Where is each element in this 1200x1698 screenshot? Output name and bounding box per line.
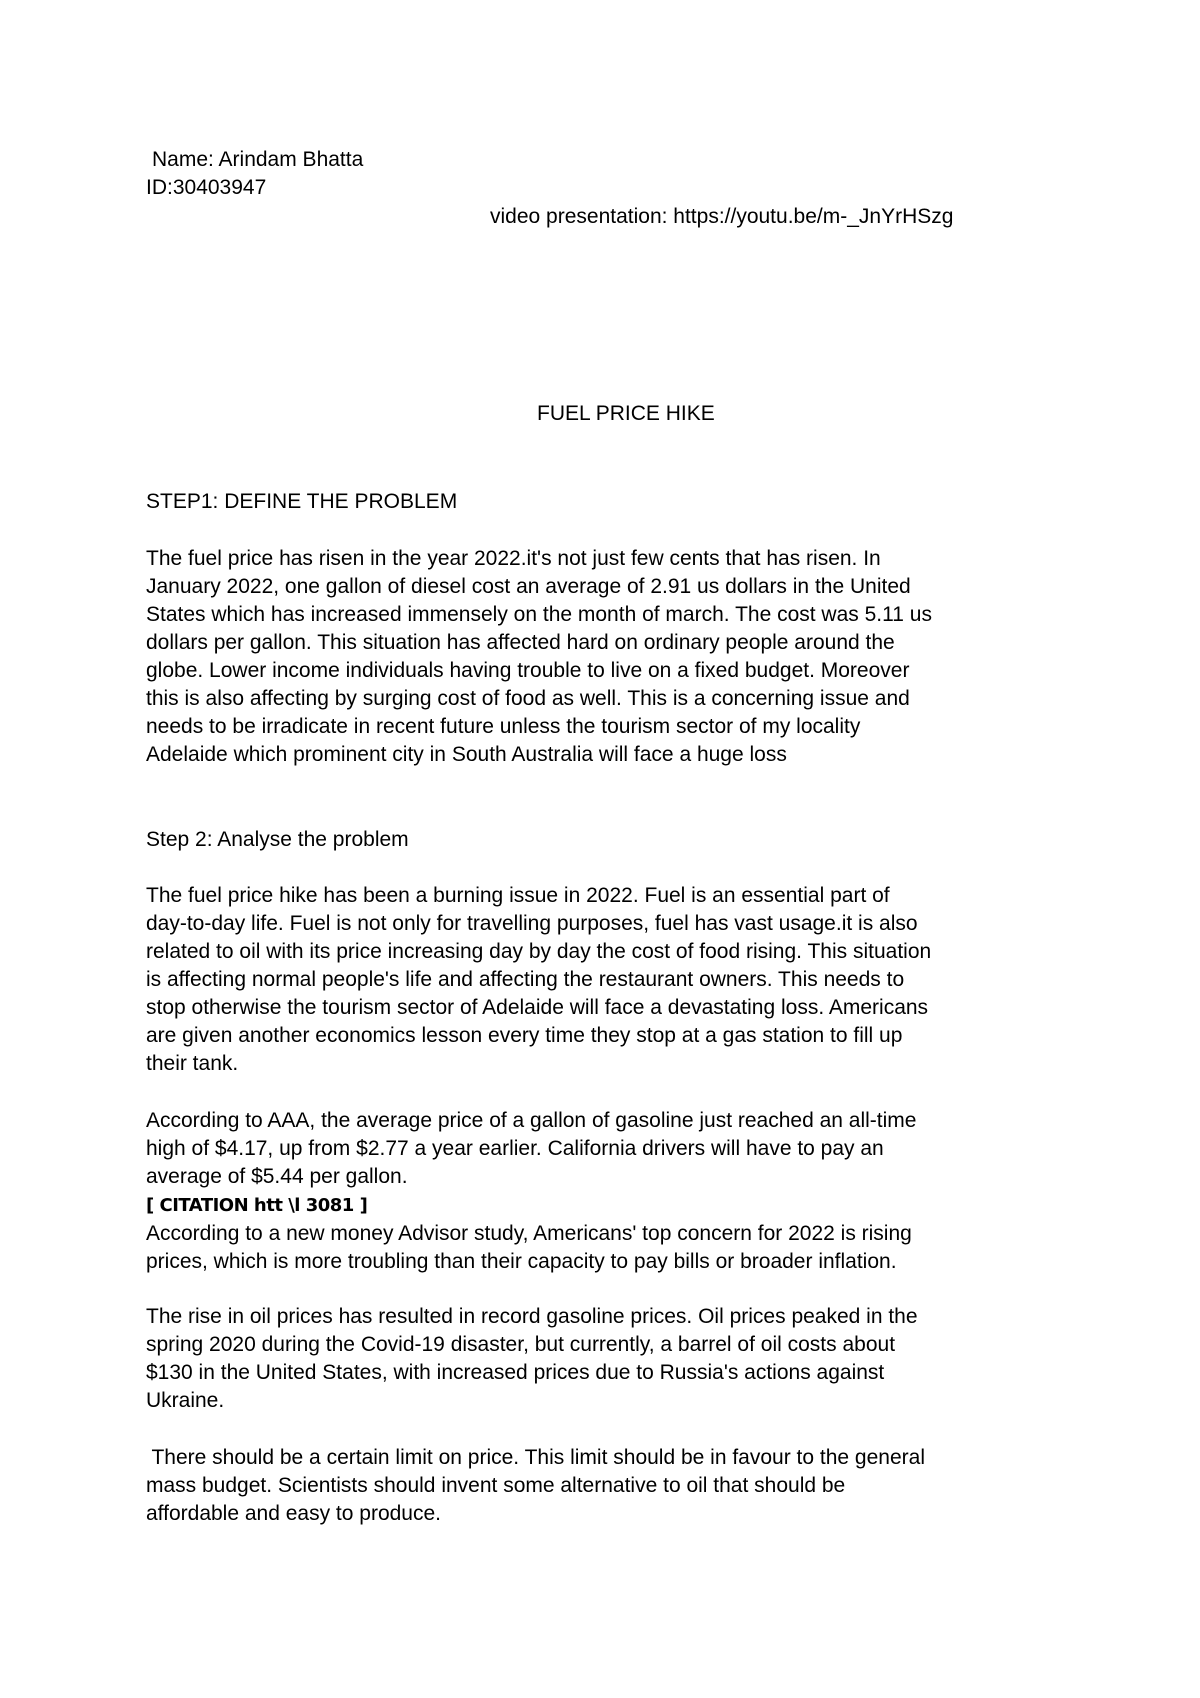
text-line: mass budget. Scientists should invent some alternative to oil that should be (146, 1474, 846, 1497)
student-id: ID:30403947 (146, 176, 267, 199)
text-line: average of $5.44 per gallon. (146, 1165, 408, 1188)
text-line: The rise in oil prices has resulted in record gasoline prices. Oil prices peaked in the (146, 1305, 918, 1328)
text-line: dollars per gallon. This situation has affected hard on ordinary people around the (146, 631, 895, 654)
text-line: prices, which is more troubling than their capacity to pay bills or broader inflation. (146, 1250, 897, 1273)
text-line: affordable and easy to produce. (146, 1502, 441, 1525)
text-line: The fuel price has risen in the year 2022.it's not just few cents that has risen. In (146, 547, 881, 570)
text-line: globe. Lower income individuals having trouble to live on a fixed budget. Moreover (146, 659, 910, 682)
text-line: this is also affecting by surging cost of food as well. This is a concerning issue and (146, 687, 910, 710)
text-line: States which has increased immensely on the month of march. The cost was 5.11 us (146, 603, 932, 626)
step1-heading: STEP1: DEFINE THE PROBLEM (146, 490, 458, 513)
text-line: January 2022, one gallon of diesel cost an average of 2.91 us dollars in the United (146, 575, 911, 598)
text-line: According to a new money Advisor study, Americans' top concern for 2022 is rising (146, 1222, 912, 1245)
text-line: day-to-day life. Fuel is not only for travelling purposes, fuel has vast usage.it is also (146, 912, 918, 935)
text-line: is affecting normal people's life and affecting the restaurant owners. This needs to (146, 968, 905, 991)
author-name: Name: Arindam Bhatta (152, 148, 364, 171)
text-line: The fuel price hike has been a burning issue in 2022. Fuel is an essential part of (146, 884, 890, 907)
step2-paragraph-2 (146, 1107, 1076, 1191)
text-line: needs to be irradicate in recent future unless the tourism sector of my locality (146, 715, 861, 738)
text-line: are given another economics lesson every time they stop at a gas station to fill up (146, 1024, 903, 1047)
step2-heading: Step 2: Analyse the problem (146, 828, 409, 851)
document-title: FUEL PRICE HIKE (537, 402, 715, 425)
text-line: stop otherwise the tourism sector of Adelaide will face a devastating loss. Americans (146, 996, 929, 1019)
step2-paragraph-4 (146, 1303, 1076, 1415)
text-line: According to AAA, the average price of a gallon of gasoline just reached an all-time (146, 1109, 917, 1132)
text-line: Ukraine. (146, 1389, 225, 1412)
step2-paragraph-1 (146, 882, 1076, 1078)
step2-paragraph-3 (146, 1220, 1076, 1276)
text-line: high of $4.17, up from $2.77 a year earlier. California drivers will have to pay an (146, 1137, 884, 1160)
video-presentation-link[interactable]: video presentation: https://youtu.be/m-_JnYrHSzg (490, 205, 954, 228)
text-line: their tank. (146, 1052, 239, 1075)
text-line: related to oil with its price increasing day by day the cost of food rising. This situation (146, 940, 932, 963)
text-line: Adelaide which prominent city in South Australia will face a huge loss (146, 743, 787, 766)
text-line: spring 2020 during the Covid-19 disaster, but currently, a barrel of oil costs about (146, 1333, 896, 1356)
step2-paragraph-5 (146, 1444, 1076, 1528)
text-line: $130 in the United States, with increased prices due to Russia's actions against (146, 1361, 885, 1384)
citation-field: [ CITATION htt \l 3081 ] (146, 1195, 368, 1216)
step1-paragraph (146, 545, 1076, 769)
text-line: There should be a certain limit on price. This limit should be in favour to the general (146, 1446, 925, 1469)
